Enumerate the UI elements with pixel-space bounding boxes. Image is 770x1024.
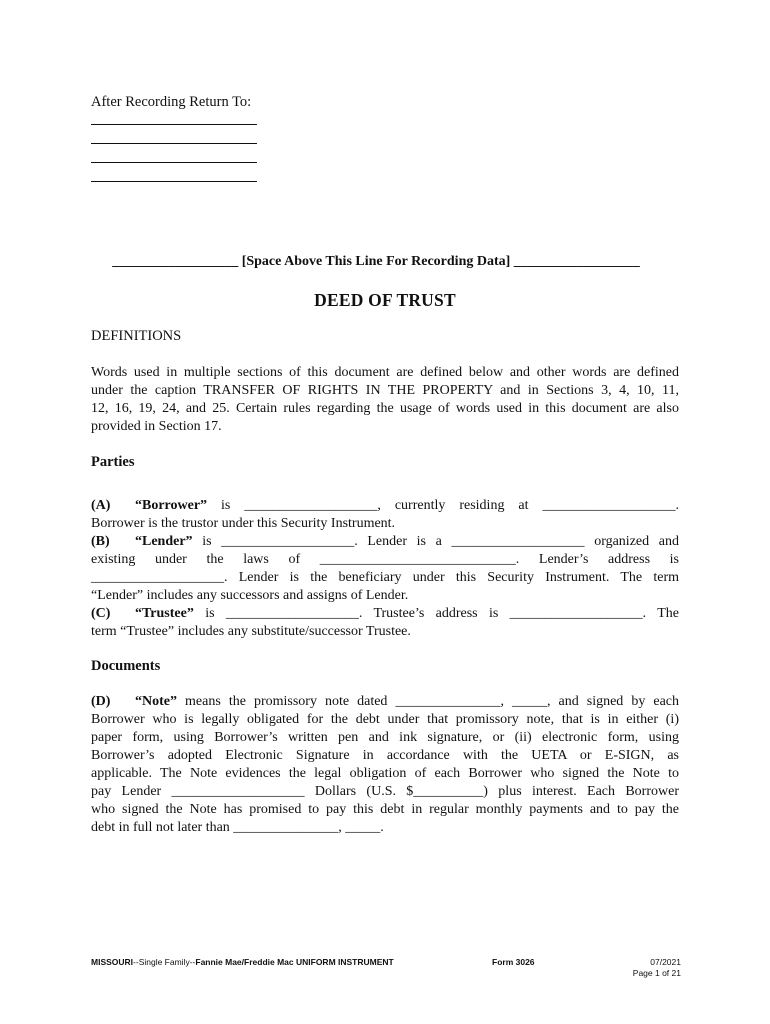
documents-heading: Documents bbox=[91, 658, 161, 674]
footer-form-number: Form 3026 bbox=[492, 957, 535, 967]
intro-line: Words used in multiple sections of this document are defined below and other words are defined bbox=[91, 365, 679, 380]
recording-line-right: __________________ bbox=[513, 254, 640, 269]
lender-text: is ___________________. Lender is a ___________________ organized and bbox=[202, 534, 679, 549]
borrower-text: is ___________________, currently residing at ___________________. bbox=[221, 498, 680, 513]
definitions-heading: DEFINITIONS bbox=[91, 328, 182, 344]
return-address-line bbox=[91, 162, 257, 163]
term-note: “Note” bbox=[135, 694, 177, 709]
recording-data-line bbox=[91, 254, 661, 270]
term-trustee: “Trustee” bbox=[135, 606, 194, 621]
parties-heading: Parties bbox=[91, 454, 135, 470]
document-title: DEED OF TRUST bbox=[314, 290, 456, 310]
item-label-a: (A) bbox=[91, 498, 111, 513]
footer-separator: --Single Family-- bbox=[133, 957, 196, 967]
note-text: pay Lender ___________________ Dollars (U.S. $__________) plus interest. Each Borrower bbox=[91, 784, 679, 799]
item-label-b: (B) bbox=[91, 534, 110, 549]
item-label-c: (C) bbox=[91, 606, 111, 621]
footer-date-page bbox=[633, 957, 681, 979]
intro-paragraph bbox=[91, 364, 679, 436]
note-text: means the promissory note dated _______________, _____, and signed by each bbox=[185, 694, 679, 709]
return-address-line bbox=[91, 143, 257, 144]
parties-block bbox=[91, 497, 679, 641]
trustee-text: term “Trustee” includes any substitute/successor Trustee. bbox=[91, 624, 411, 639]
borrower-definition bbox=[91, 497, 679, 515]
borrower-text: Borrower is the trustor under this Security Instrument. bbox=[91, 516, 396, 531]
documents-block bbox=[91, 693, 679, 837]
lender-text: “Lender” includes any successors and assigns of Lender. bbox=[91, 588, 409, 603]
return-address-line bbox=[91, 181, 257, 182]
lender-definition bbox=[91, 533, 679, 551]
trustee-definition bbox=[91, 605, 679, 623]
term-lender: “Lender” bbox=[135, 534, 193, 549]
footer-instrument bbox=[91, 957, 394, 967]
note-text: debt in full not later than _______________, _____. bbox=[91, 820, 384, 835]
footer-instrument-name: Fannie Mae/Freddie Mac UNIFORM INSTRUMENT bbox=[195, 957, 394, 967]
note-text: paper form, using Borrower’s written pen and ink signature, or (ii) electronic form, using bbox=[91, 730, 679, 745]
footer-date: 07/2021 bbox=[650, 957, 681, 967]
item-label-d: (D) bbox=[91, 694, 111, 709]
recording-line-left: __________________ bbox=[112, 254, 239, 269]
note-text: Borrower who is legally obligated for the debt under that promissory note, that is in either (i) bbox=[91, 712, 679, 727]
return-address-line bbox=[91, 124, 257, 125]
lender-text: ___________________. Lender is the beneficiary under this Security Instrument. The term bbox=[91, 570, 679, 585]
lender-text: existing under the laws of ____________________________. Lender’s address is bbox=[91, 552, 679, 567]
recording-line-text: [Space Above This Line For Recording Data] bbox=[241, 254, 511, 269]
intro-line: under the caption TRANSFER OF RIGHTS IN THE PROPERTY and in Sections 3, 4, 10, 11, bbox=[91, 383, 679, 398]
trustee-text: is ___________________. Trustee’s address is ___________________. The bbox=[205, 606, 679, 621]
note-text: applicable. The Note evidences the legal obligation of each Borrower who signed the Note to bbox=[91, 766, 679, 781]
footer-state: MISSOURI bbox=[91, 957, 134, 967]
note-text: Borrower’s adopted Electronic Signature in accordance with the UETA or E-SIGN, as bbox=[91, 748, 679, 763]
intro-line: provided in Section 17. bbox=[91, 419, 222, 434]
note-definition bbox=[91, 693, 679, 711]
footer-page-number: Page 1 of 21 bbox=[632, 968, 681, 978]
return-label: After Recording Return To: bbox=[91, 94, 252, 110]
note-text: who signed the Note has promised to pay this debt in regular monthly payments and to pay the bbox=[91, 802, 679, 817]
term-borrower: “Borrower” bbox=[135, 498, 208, 513]
intro-line: 12, 16, 19, 24, and 25. Certain rules regarding the usage of words used in this document are also bbox=[91, 401, 679, 416]
